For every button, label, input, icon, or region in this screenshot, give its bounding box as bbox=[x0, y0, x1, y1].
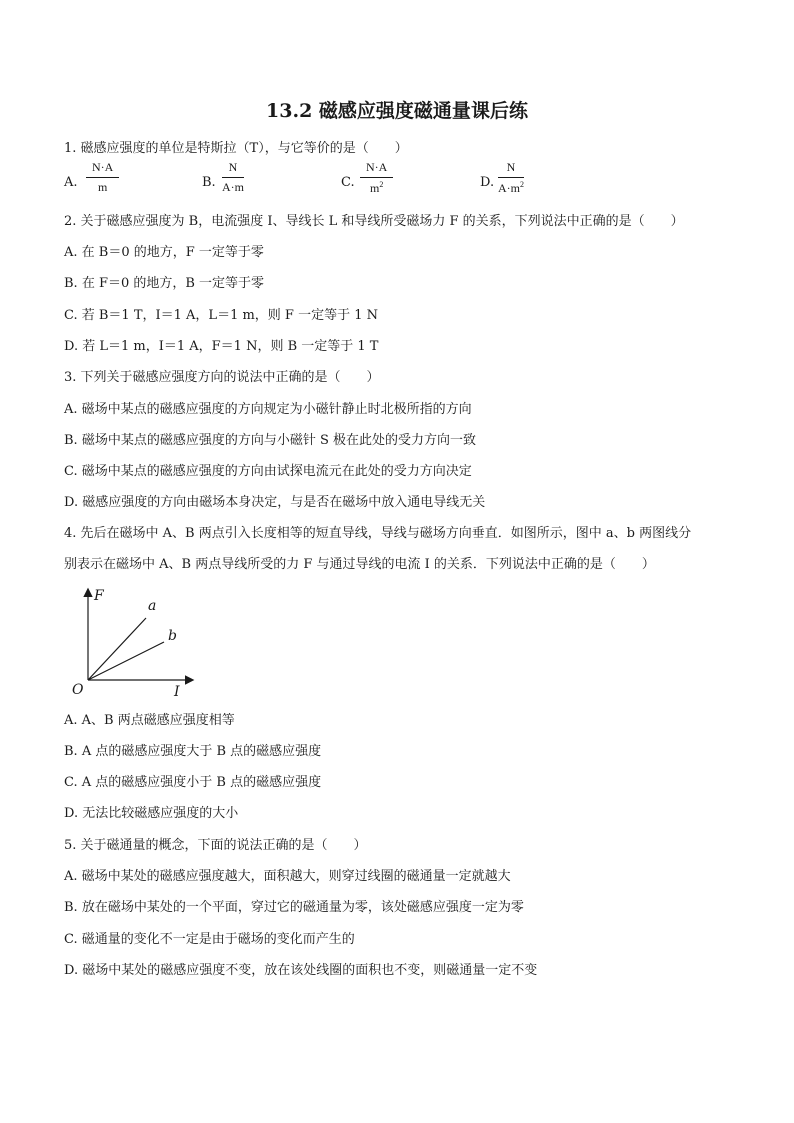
q2-option-d: D. 若 L＝1 m，I＝1 A，F＝1 N，则 B 一定等于 1 T bbox=[64, 339, 379, 354]
q1-option-a-numerator: N·A bbox=[86, 160, 119, 178]
q1-option-b-denominator: A·m bbox=[222, 180, 244, 194]
q1-option-b-letter: B. bbox=[202, 175, 216, 190]
line-a-label: a bbox=[148, 598, 157, 614]
q1-option-c-exponent: 2 bbox=[379, 180, 384, 189]
q1-option-a-fraction bbox=[86, 160, 119, 195]
x-axis-label: I bbox=[174, 684, 180, 698]
q1-option-d-fraction bbox=[498, 160, 524, 196]
q4-option-c: C. A 点的磁感应强度小于 B 点的磁感应强度 bbox=[64, 775, 322, 790]
q1-option-c-numerator: N·A bbox=[360, 160, 393, 178]
q2-option-c: C. 若 B＝1 T，I＝1 A，L＝1 m，则 F 一定等于 1 N bbox=[64, 308, 378, 323]
q5-option-d: D. 磁场中某处的磁感应强度不变，放在该处线圈的面积也不变，则磁通量一定不变 bbox=[64, 963, 538, 978]
q1-option-b-fraction bbox=[222, 160, 244, 195]
question-4-stem-line-2: 别表示在磁场中 A、B 两点导线所受的力 F 与通过导线的电流 I 的关系．下列说法中正确的是（ ） bbox=[64, 557, 655, 572]
q1-option-a-letter: A. bbox=[64, 175, 78, 190]
force-current-graph bbox=[68, 584, 198, 698]
q1-option-c-denominator: m bbox=[369, 181, 380, 195]
q2-option-b: B. 在 F＝0 的地方，B 一定等于零 bbox=[64, 276, 265, 291]
q4-option-b: B. A 点的磁感应强度大于 B 点的磁感应强度 bbox=[64, 744, 322, 759]
line-a bbox=[88, 618, 146, 680]
q4-option-a: A. A、B 两点磁感应强度相等 bbox=[64, 713, 235, 728]
q1-option-c-fraction bbox=[360, 160, 393, 196]
y-axis-label: F bbox=[94, 588, 104, 604]
q4-option-d: D. 无法比较磁感应强度的大小 bbox=[64, 806, 239, 821]
q3-option-d: D. 磁感应强度的方向由磁场本身决定，与是否在磁场中放入通电导线无关 bbox=[64, 495, 486, 510]
q1-option-d-letter: D. bbox=[480, 175, 495, 190]
q2-option-a: A. 在 B＝0 的地方，F 一定等于零 bbox=[64, 245, 264, 260]
question-4-stem-line-1: 4. 先后在磁场中 A、B 两点引入长度相等的短直导线，导线与磁场方向垂直．如图所示，图中 a、b 两图线分 bbox=[64, 526, 692, 541]
q3-option-a: A. 磁场中某点的磁感应强度的方向规定为小磁针静止时北极所指的方向 bbox=[64, 402, 472, 417]
q3-option-b: B. 磁场中某点的磁感应强度的方向与小磁针 S 极在此处的受力方向一致 bbox=[64, 433, 476, 448]
q5-option-c: C. 磁通量的变化不一定是由于磁场的变化而产生的 bbox=[64, 932, 355, 947]
page-title: 13.2 磁感应强度磁通量课后练 bbox=[266, 100, 528, 122]
q1-option-d-exponent: 2 bbox=[520, 180, 524, 189]
question-5-stem: 5. 关于磁通量的概念，下面的说法正确的是（ ） bbox=[64, 838, 367, 853]
q1-option-a-denominator: m bbox=[97, 180, 108, 194]
q1-option-c-letter: C. bbox=[341, 175, 355, 190]
line-b-label: b bbox=[168, 628, 177, 644]
question-1-stem: 1. 磁感应强度的单位是特斯拉（T），与它等价的是（ ） bbox=[64, 141, 408, 156]
q5-option-b: B. 放在磁场中某处的一个平面，穿过它的磁通量为零，该处磁感应强度一定为零 bbox=[64, 900, 524, 915]
origin-label: O bbox=[72, 682, 84, 698]
q5-option-a: A. 磁场中某处的磁感应强度越大，面积越大，则穿过线圈的磁通量一定就越大 bbox=[64, 869, 511, 884]
q1-option-b-numerator: N bbox=[222, 160, 244, 178]
q1-option-d-numerator: N bbox=[498, 160, 524, 178]
question-2-stem: 2. 关于磁感应强度为 B，电流强度 I、导线长 L 和导线所受磁场力 F 的关系，下列说法中正确的是（ ） bbox=[64, 214, 684, 229]
q3-option-c: C. 磁场中某点的磁感应强度的方向由试探电流元在此处的受力方向决定 bbox=[64, 464, 472, 479]
question-3-stem: 3. 下列关于磁感应强度方向的说法中正确的是（ ） bbox=[64, 370, 380, 385]
line-b bbox=[88, 642, 164, 680]
q1-option-d-denominator: A·m bbox=[498, 181, 520, 195]
